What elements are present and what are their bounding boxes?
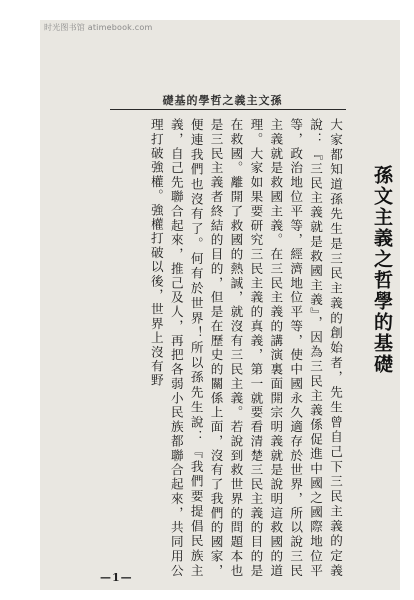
page-number: —1— <box>100 571 133 584</box>
body-paragraph: 大家都知道孫先生是三民主義的創始者，先生曾自己下三民主義的定義說：『三民主義就是救國主義』，因為三民主義係促進中國之國際地位平等，政治地位平等，經濟地位平等，使中國永久適存於世界，所以說三民主義就是救國主義。在三民主義的講演裏面開宗明義就是說明這救國的道理。大家如果要研究三民主義的真義，第一就要看清楚三民主義的目的是在救國。離開了救國的熱誠，就沒有三民主義。若說到救世界的問題本也是三民主義者終結的目的，但是在歷史的關係上面，沒有了我們的國家，便連我們也沒有了。何有於世界！所以孫先生說：『我們要提倡民族主義，自己先聯合起來，推己及人，再把各弱小民族都聯合起來，共同用公理打破強權。強權打破以後，世界上沒有野 <box>148 118 343 578</box>
running-header: 孫文主義之哲學的基礎 <box>162 94 283 107</box>
book-page <box>40 20 400 590</box>
chapter-title: 孫文主義之哲學的基礎 <box>371 165 393 375</box>
body-text <box>106 118 345 578</box>
watermark: 时光图书馆 atimebook.com <box>44 23 153 32</box>
header-rule <box>110 109 346 110</box>
